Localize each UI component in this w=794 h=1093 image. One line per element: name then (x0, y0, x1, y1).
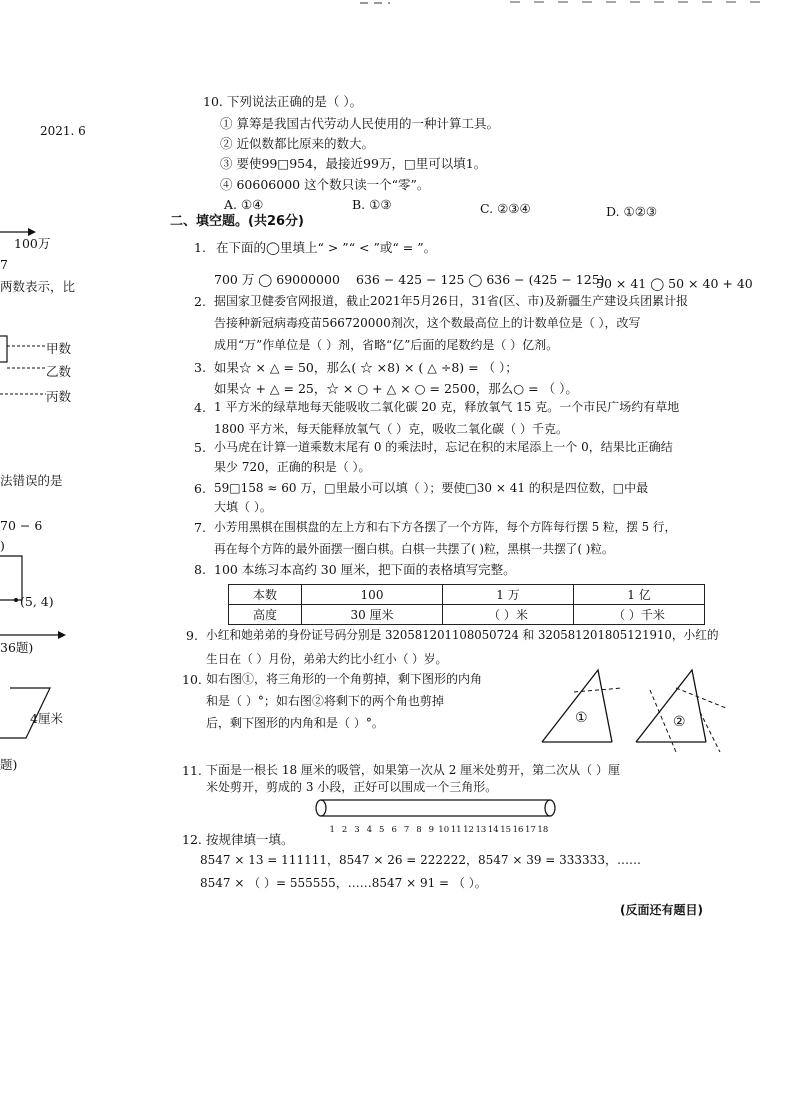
ruler-tick-label: 7 (403, 825, 410, 835)
ruler-tick-label: 17 (525, 825, 536, 835)
ruler-tick-label: 14 (487, 825, 499, 835)
q10-option-c: C. ②③④ (480, 201, 531, 216)
q2-line-2: 告接种新冠病毒疫苗566720000剂次，这个数最高位上的计数单位是（ ），改写 (214, 316, 641, 330)
q12-number: 12. (182, 832, 202, 847)
q2-number: 2. (194, 294, 206, 309)
fig1-label: ① (575, 710, 588, 726)
q3-number: 3. (194, 360, 206, 375)
q10-option-d: D. ①②③ (606, 204, 658, 219)
q10-option-a: A. ①④ (224, 197, 264, 212)
label-100wan: 100万 (14, 236, 51, 251)
left-expr: 70 − 6 (0, 518, 43, 533)
ruler-labels (326, 820, 549, 835)
section-title: 二、填空题。(共26分) (170, 214, 304, 229)
table-cell: 100 (302, 585, 443, 605)
q7-number: 7. (194, 520, 206, 535)
q5-line-1: 小马虎在计算一道乘数末尾有 0 的乘法时，忘记在积的末尾添上一个 0，结果比正确结 (214, 440, 673, 454)
straw-ruler (312, 798, 562, 820)
q1-expr-2: 636 − 425 − 125 ◯ 636 − (425 − 125) (356, 272, 605, 287)
q2-line-1: 据国家卫健委官网报道，截止2021年5月26日，31省(区、市)及新疆生产建设兵团累计报 (214, 294, 689, 308)
ruler-tick-label: 16 (512, 825, 524, 835)
fig2-label: ② (673, 714, 686, 730)
ruler-tick-label: 5 (379, 825, 385, 835)
q1-number: 1. (194, 240, 206, 255)
scan-edge-marks (360, 0, 794, 12)
q10-option-b: B. ①③ (352, 197, 392, 212)
coord-label: (5, 4) (20, 594, 54, 609)
q10-number: 10. (182, 672, 202, 687)
table-cell: 高度 (229, 605, 302, 625)
q7-line-1: 小芳用黑棋在围棋盘的左上方和右下方各摆了一个方阵，每个方阵每行摆 5 粒，摆 5 行， (214, 520, 677, 534)
q8-number: 8. (194, 562, 206, 577)
q4-line-1: 1 平方米的绿草地每天能吸收二氧化碳 20 克，释放氧气 15 克。一个市民广场约有草地 (214, 400, 680, 414)
q6-line-1: 59□158 ≈ 60 万，□里最小可以填（ ）；要使□30 × 41 的积是四位数，□中最 (214, 481, 649, 495)
footer-note: (反面还有题目) (620, 903, 703, 917)
label-bing: 丙数 (46, 389, 72, 404)
q11-number: 11. (182, 763, 202, 778)
ruler-tick-label: 6 (391, 825, 397, 835)
label-jia: 甲数 (46, 341, 72, 356)
table-cell[interactable]: （ ）米 (443, 605, 574, 625)
left-q36: 36题) (0, 640, 34, 655)
q11-line-1: 下面是一根长 18 厘米的吸管，如果第一次从 2 厘米处剪开，第二次从（ ）厘 (206, 763, 620, 777)
ruler-tick-label: 15 (500, 825, 512, 835)
q6-line-2: 大填（ ）。 (214, 500, 272, 514)
q4-number: 4. (194, 400, 206, 415)
q6-number: 6. (194, 481, 206, 496)
q12-line-2: 8547 × （ ）= 555555，……8547 × 91 = （ ）。 (200, 876, 487, 890)
q8-text: 100 本练习本高约 30 厘米，把下面的表格填写完整。 (214, 562, 516, 577)
q10-item-1: ① 算筹是我国古代劳动人民使用的一种计算工具。 (220, 116, 499, 131)
ruler-tick-label: 2 (341, 825, 348, 835)
ruler-tick-label: 18 (537, 825, 549, 835)
q3-line-2: 如果☆ + △ = 25，☆ × ○ + △ × ○ = 2500，那么○ = （ ）。 (214, 381, 578, 396)
q2-line-3: 成用“万”作单位是（ ）剂，省略“亿”后面的尾数约是（ ）亿剂。 (214, 338, 559, 352)
left-ti: 题) (0, 757, 18, 772)
q10-item-2: ② 近似数都比原来的数大。 (220, 136, 374, 151)
left-paren: ) (0, 538, 5, 553)
left-text-liangshu: 两数表示，比 (0, 279, 76, 294)
q11-line-2: 米处剪开，剪成的 3 小段，正好可以围成一个三角形。 (206, 780, 498, 794)
label-yi: 乙数 (46, 364, 72, 379)
q1-expr-3: 50 × 41 ◯ 50 × 40 + 40 (596, 276, 753, 291)
ruler-tick-label: 9 (428, 825, 435, 835)
table-cell: 1 亿 (574, 585, 705, 605)
q7-line-2: 再在每个方阵的最外面摆一圈白棋。白棋一共摆了( )粒，黑棋一共摆了( )粒。 (214, 542, 614, 556)
table-cell: 1 万 (443, 585, 574, 605)
q9-line-1: 小红和她弟弟的身份证号码分别是 320581201108050724 和 320581201805121910，小红的 (206, 628, 719, 642)
ruler-tick-label: 4 (366, 825, 373, 835)
q1-text: 在下面的◯里填上“ > ”“ < ”或“ = ”。 (216, 240, 437, 255)
table-cell: 30 厘米 (302, 605, 443, 625)
q5-line-2: 果少 720，正确的积是（ ）。 (214, 460, 371, 474)
q10-item-4: ④ 60606000 这个数只读一个“零”。 (220, 177, 430, 192)
left-digit: 7 (0, 257, 8, 272)
q10-choice-stem: 10. 下列说法正确的是（ ）。 (203, 94, 363, 109)
ruler-tick-label: 8 (416, 825, 422, 835)
table-cell[interactable]: （ ）千米 (574, 605, 705, 625)
q12-line-1: 8547 × 13 = 111111，8547 × 26 = 222222，8547 × 39 = 333333，…… (200, 853, 641, 867)
bar-diagram (0, 332, 48, 412)
label-4cm: 4厘米 (30, 711, 63, 726)
table-cell: 本数 (229, 585, 302, 605)
q10-line-1: 如右图①，将三角形的一个角剪掉，剩下图形的内角 (206, 672, 483, 686)
q9-number: 9. (186, 628, 198, 643)
ruler-tick-label: 1 (329, 825, 335, 835)
left-text-cuowu: 法错误的是 (0, 473, 63, 488)
q12-text: 按规律填一填。 (206, 832, 294, 847)
ruler-tick-label: 13 (475, 825, 487, 835)
q5-number: 5. (194, 440, 206, 455)
table-row (229, 605, 705, 625)
q8-table (228, 584, 705, 625)
q10-line-2: 和是（ ）°；如右图②将剩下的两个角也剪掉 (206, 694, 444, 708)
ruler-tick-label: 12 (463, 825, 474, 835)
q10-item-3: ③ 要使99□954，最接近99万，□里可以填1。 (220, 156, 487, 171)
triangle-figures (530, 662, 730, 752)
q3-line-1: 如果☆ × △ = 50，那么( ☆ ×8) × ( △ ÷8) = （ ）； (214, 360, 518, 375)
q4-line-2: 1800 平方米，每天能释放氧气（ ）克，吸收二氧化碳（ ）千克。 (214, 422, 568, 436)
date-label: 2021. 6 (40, 124, 86, 138)
q9-line-2: 生日在（ ）月份，弟弟大约比小红小（ ）岁。 (206, 652, 448, 666)
ruler-tick-label: 3 (354, 825, 360, 835)
ruler-tick-label: 11 (450, 825, 462, 835)
q10-line-3: 后，剩下图形的内角和是（ ）°。 (206, 716, 384, 730)
q1-expr-1: 700 万 ◯ 69000000 (214, 272, 340, 287)
table-row (229, 585, 705, 605)
ruler-tick-label: 10 (438, 825, 450, 835)
